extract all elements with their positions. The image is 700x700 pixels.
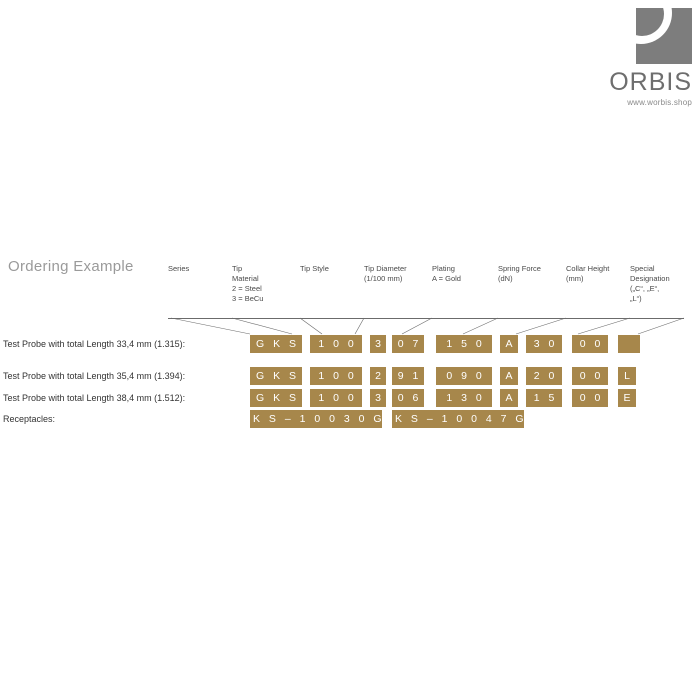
column-header-collar-height: Collar Height (mm) bbox=[566, 264, 610, 284]
column-header-special-designation: Special Designation („C“, „E“, „L“) bbox=[630, 264, 670, 304]
row-label-receptacles: Receptacles: bbox=[3, 414, 56, 424]
cell-spring-force: A bbox=[500, 335, 518, 353]
cell-tip-diameter: 0 7 bbox=[392, 335, 424, 353]
cell-tip-style: 3 bbox=[370, 335, 386, 353]
cell-special-a: 0 0 bbox=[572, 367, 608, 385]
cell-collar-height: 3 0 bbox=[526, 335, 562, 353]
row-label-35-4: Test Probe with total Length 35,4 mm (1.394): bbox=[3, 371, 186, 381]
cell-collar-height: 2 0 bbox=[526, 367, 562, 385]
cell-special-designation bbox=[618, 335, 640, 353]
cell-tip-material: 1 0 0 bbox=[310, 335, 362, 353]
cell-receptacle-2: K S – 1 0 0 4 7 G bbox=[392, 410, 524, 428]
cell-special-designation: L bbox=[618, 367, 636, 385]
cell-tip-diameter: 0 6 bbox=[392, 389, 424, 407]
row-label-33-4: Test Probe with total Length 33,4 mm (1.315): bbox=[3, 339, 186, 349]
cell-plating: 1 3 0 bbox=[436, 389, 492, 407]
cell-tip-diameter: 9 1 bbox=[392, 367, 424, 385]
logo-url: www.worbis.shop bbox=[627, 98, 692, 107]
cell-tip-style: 2 bbox=[370, 367, 386, 385]
orbis-arc-logo-icon bbox=[636, 8, 692, 64]
cell-special-a: 0 0 bbox=[572, 389, 608, 407]
cell-spring-force: A bbox=[500, 389, 518, 407]
page-title: Ordering Example bbox=[8, 258, 134, 275]
cell-spring-force: A bbox=[500, 367, 518, 385]
column-header-tip-style: Tip Style bbox=[300, 264, 329, 273]
cell-tip-style: 3 bbox=[370, 389, 386, 407]
column-header-tip-material: Tip Material 2 = Steel 3 = BeCu bbox=[232, 264, 264, 304]
cell-series: G K S bbox=[250, 335, 302, 353]
cell-special-a: 0 0 bbox=[572, 335, 608, 353]
row-label-38-4: Test Probe with total Length 38,4 mm (1.512): bbox=[3, 393, 186, 403]
column-header-plating: Plating A = Gold bbox=[432, 264, 461, 284]
cell-series: G K S bbox=[250, 367, 302, 385]
column-header-series: Series bbox=[168, 264, 190, 273]
logo-wordmark: ORBIS bbox=[609, 68, 692, 96]
header-divider bbox=[168, 318, 684, 319]
cell-plating: 0 9 0 bbox=[436, 367, 492, 385]
cell-plating: 1 5 0 bbox=[436, 335, 492, 353]
orbis-logo bbox=[600, 8, 692, 107]
cell-collar-height: 1 5 bbox=[526, 389, 562, 407]
cell-tip-material: 1 0 0 bbox=[310, 389, 362, 407]
cell-receptacle-1: K S – 1 0 0 3 0 G bbox=[250, 410, 382, 428]
cell-tip-material: 1 0 0 bbox=[310, 367, 362, 385]
column-header-spring-force: Spring Force (dN) bbox=[498, 264, 541, 284]
column-header-tip-diameter: Tip Diameter (1/100 mm) bbox=[364, 264, 407, 284]
cell-series: G K S bbox=[250, 389, 302, 407]
cell-special-designation: E bbox=[618, 389, 636, 407]
